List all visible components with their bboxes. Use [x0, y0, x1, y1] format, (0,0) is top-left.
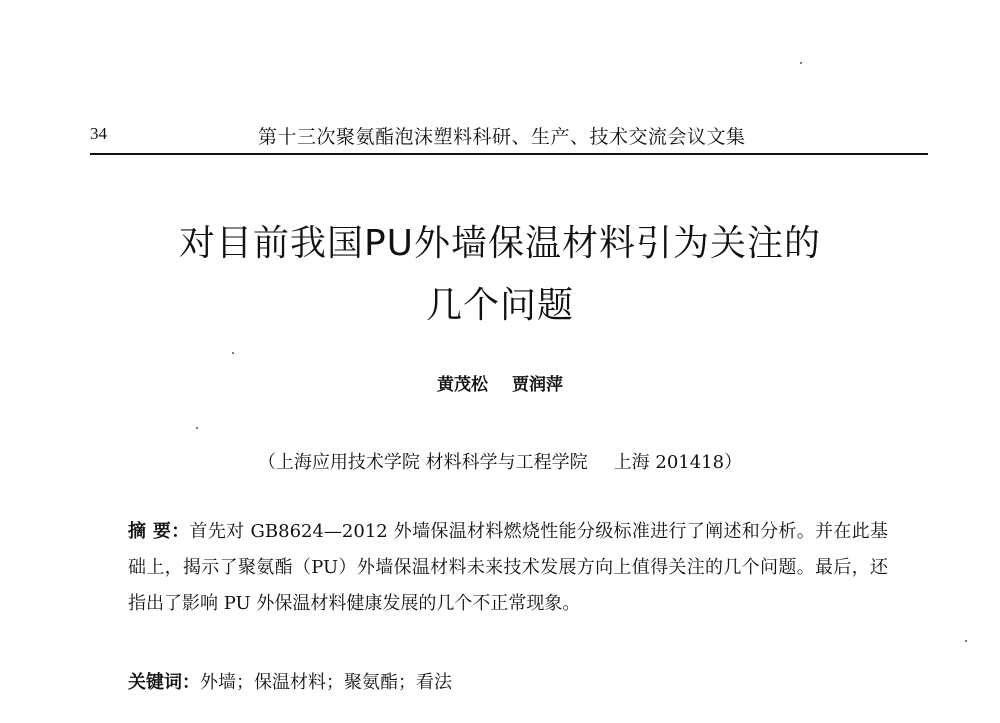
running-header: 第十三次聚氨酯泡沫塑料科研、生产、技术交流会议文集 [258, 126, 746, 148]
author-name: 黄茂松 [437, 375, 489, 395]
abstract-label: 摘 要： [128, 521, 190, 542]
paper-title [0, 213, 1000, 337]
scan-speck [800, 62, 802, 64]
title-line-1: 对目前我国PU外墙保温材料引为关注的 [178, 223, 822, 264]
abstract-text: 首先对 GB8624—2012 外墙保温材料燃烧性能分级标准进行了阐述和分析。并在此基础上，揭示了聚氨酯（PU）外墙保温材料未来技术发展方向上值得关注的几个问题。最后，还指出了影响 PU 外保温材料健康发展的几个不正常现象。 [128, 521, 888, 614]
scan-speck [965, 640, 967, 642]
affiliation-institution: （上海应用技术学院 材料科学与工程学院 [257, 452, 588, 473]
scan-speck [232, 352, 234, 354]
page-number: 34 [90, 124, 107, 143]
author-name: 贾润萍 [511, 375, 563, 395]
keywords [128, 668, 888, 694]
abstract [128, 514, 888, 622]
title-line-2: 几个问题 [425, 285, 574, 326]
keywords-label: 关键词： [128, 672, 200, 693]
keywords-text: 外墙；保温材料；聚氨酯；看法 [200, 672, 452, 693]
header-rule [90, 153, 928, 155]
scan-speck [196, 427, 198, 429]
affiliation-location: 上海 201418） [613, 452, 743, 473]
author-list [0, 370, 1000, 395]
affiliation [0, 448, 1000, 474]
